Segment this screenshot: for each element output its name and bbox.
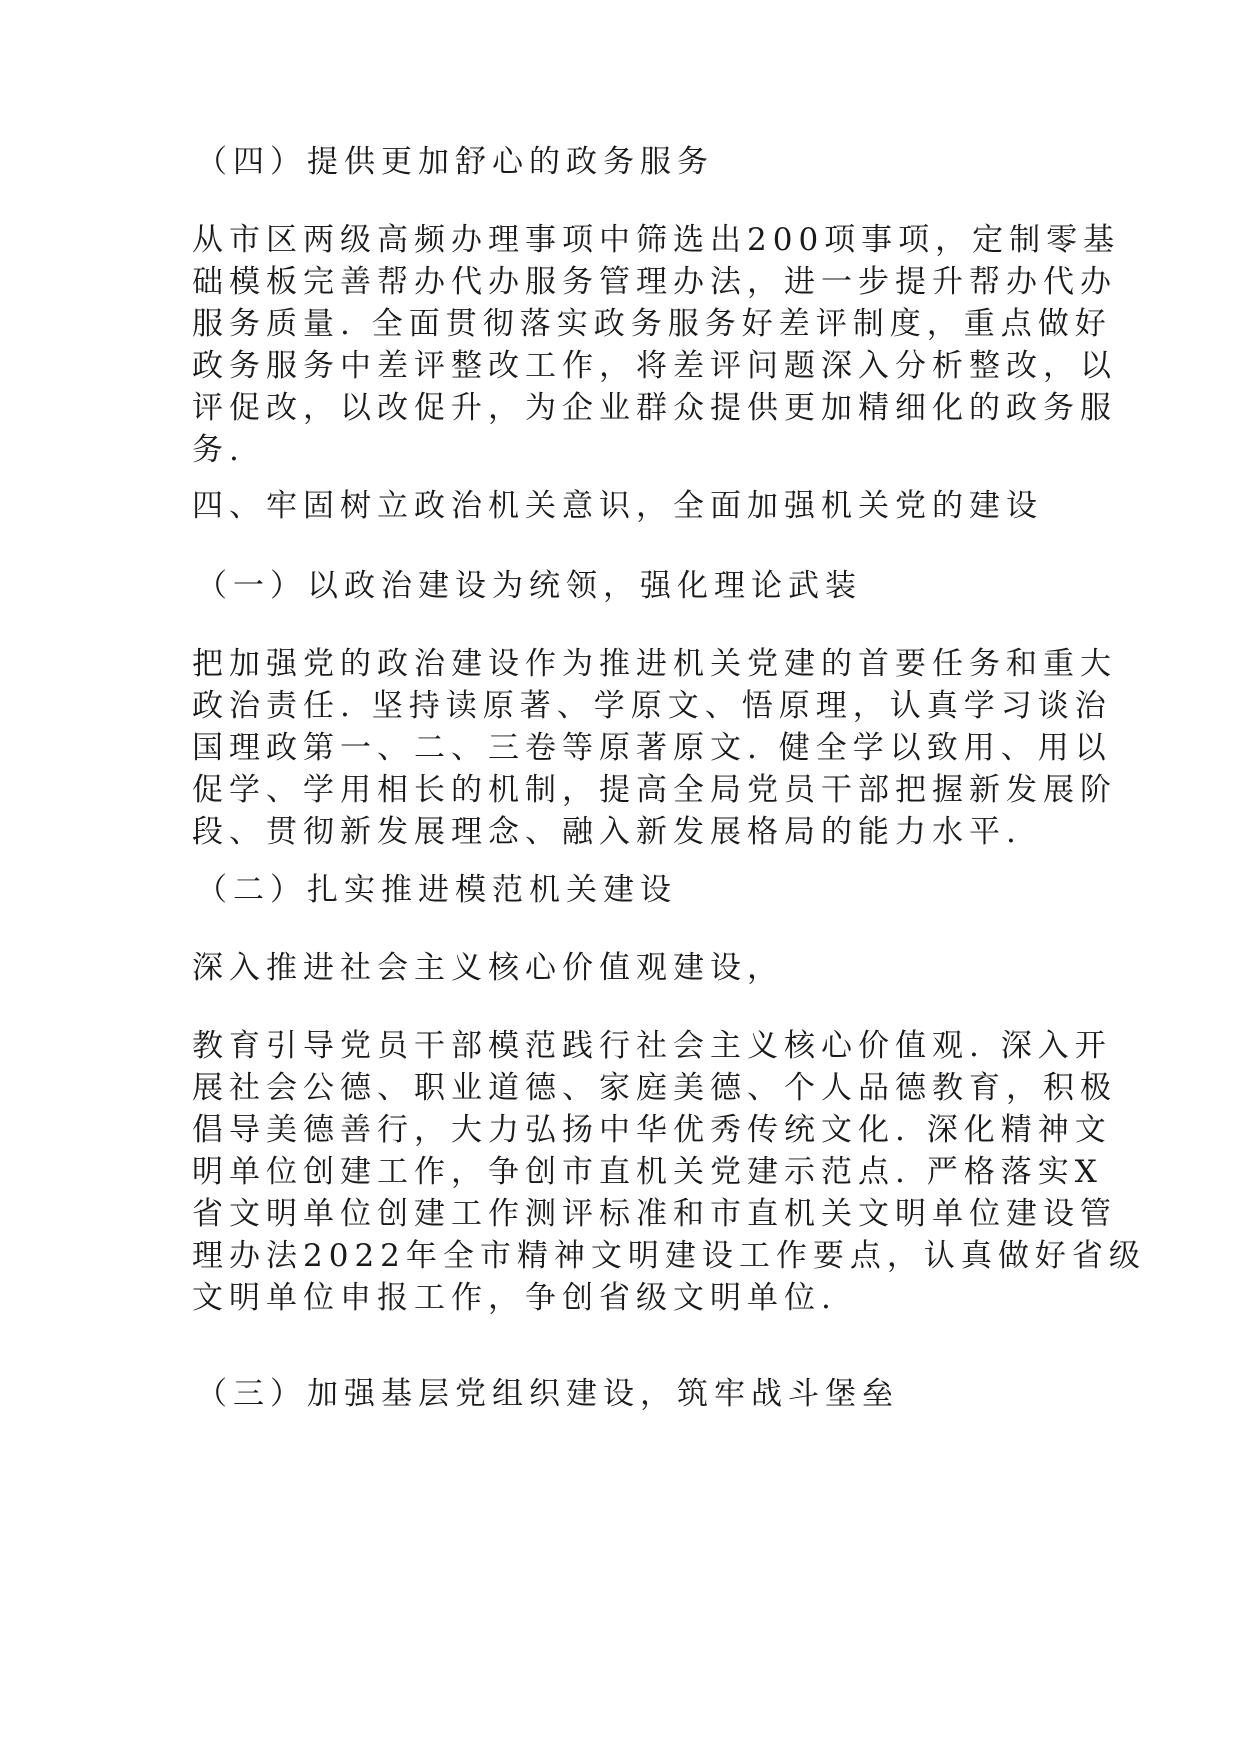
text-line: （四）提供更加舒心的政务服务 <box>196 144 714 180</box>
text-line: 把加强党的政治建设作为推进机关党建的首要任务和重大 <box>192 646 1117 682</box>
text-line: 省文明单位创建工作测评标准和市直机关文明单位建设管 <box>192 1196 1117 1232</box>
text-line: （二）扎实推进模范机关建设 <box>196 872 677 908</box>
text-line: （一）以政治建设为统领，强化理论武装 <box>196 568 862 604</box>
text-line: 理办法2022年全市精神文明建设工作要点，认真做好省级 <box>192 1238 1146 1274</box>
text-line: 四、牢固树立政治机关意识，全面加强机关党的建设 <box>192 488 1043 524</box>
text-line: 段、贯彻新发展理念、融入新发展格局的能力水平. <box>192 814 1022 850</box>
text-line: 础模板完善帮办代办服务管理办法，进一步提升帮办代办 <box>192 264 1117 300</box>
text-line: 倡导美德善行，大力弘扬中华优秀传统文化. 深化精神文 <box>192 1112 1112 1148</box>
text-line: 文明单位申报工作，争创省级文明单位. <box>192 1280 837 1316</box>
text-line: 从市区两级高频办理事项中筛选出200项事项，定制零基 <box>192 222 1121 258</box>
text-line: 政务服务中差评整改工作，将差评问题深入分析整改，以 <box>192 348 1117 384</box>
text-line: 教育引导党员干部模范践行社会主义核心价值观. 深入开 <box>192 1028 1112 1064</box>
text-line: 服务质量. 全面贯彻落实政务服务好差评制度，重点做好 <box>192 306 1112 342</box>
text-line: 务. <box>192 432 245 468</box>
text-line: 评促改，以改促升，为企业群众提供更加精细化的政务服 <box>192 390 1117 426</box>
text-line: 国理政第一、二、三卷等原著原文. 健全学以致用、用以 <box>192 730 1112 766</box>
text-line: 明单位创建工作，争创市直机关党建示范点. 严格落实X <box>192 1154 1103 1190</box>
text-line: 政治责任. 坚持读原著、学原文、悟原理，认真学习谈治 <box>192 688 1112 724</box>
text-line: 促学、学用相长的机制，提高全局党员干部把握新发展阶 <box>192 772 1117 808</box>
text-line: （三）加强基层党组织建设，筑牢战斗堡垒 <box>196 1376 899 1412</box>
text-line: 展社会公德、职业道德、家庭美德、个人品德教育，积极 <box>192 1070 1117 1106</box>
text-line: 深入推进社会主义核心价值观建设， <box>192 950 784 986</box>
